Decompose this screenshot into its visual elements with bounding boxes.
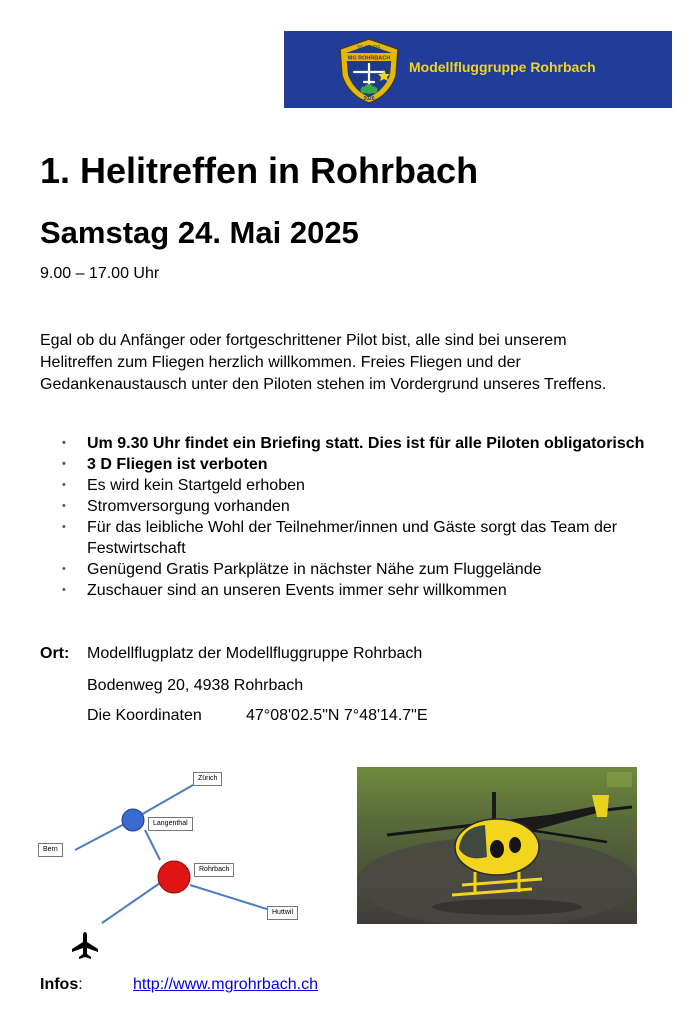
svg-text:50 JAHRE: 50 JAHRE [357, 45, 381, 51]
map-roads [30, 765, 320, 965]
map-label-bern: Bern [38, 843, 63, 857]
directions-map [30, 765, 320, 965]
list-item: • Es wird kein Startgeld erhoben [62, 475, 652, 496]
list-item: • 3 D Fliegen ist verboten [62, 454, 652, 475]
list-item: • Für das leibliche Wohl der Teilnehmer/innen und Gäste sorgt das Team der Festwirtschaft [62, 517, 652, 559]
langenthal-marker [122, 809, 144, 831]
coordinates-value: 47°08'02.5"N 7°48'14.7"E [246, 707, 428, 724]
event-time: 9.00 – 17.00 Uhr [40, 265, 160, 282]
airplane-icon [72, 932, 98, 959]
page-title: 1. Helitreffen in Rohrbach [40, 150, 479, 191]
website-link[interactable]: http://www.mgrohrbach.ch [133, 976, 318, 993]
list-item: • Genügend Gratis Parkplätze in nächster Nähe zum Fluggelände [62, 559, 652, 580]
list-item: • Zuschauer sind an unseren Events immer sehr willkommen [62, 580, 652, 601]
map-label-langenthal: Langenthal [148, 817, 193, 831]
intro-paragraph: Egal ob du Anfänger oder fortgeschrittener Pilot bist, alle sind bei unserem Helitreffen zum Fliegen herzlich willkommen. Freies Fliegen und der Gedankenaustausch unter den Piloten stehen im Vordergrund unseres Treffens. [40, 332, 607, 393]
helicopter-photo [357, 767, 637, 924]
location-address: Bodenweg 20, 4938 Rohrbach [87, 677, 304, 694]
event-date: Samstag 24. Mai 2025 [40, 215, 359, 250]
map-label-zurich: Zürich [193, 772, 222, 786]
svg-text:2020: 2020 [363, 96, 375, 102]
location-label: Ort: [40, 645, 70, 662]
location-place: Modellflugplatz der Modellfluggruppe Rohrbach [87, 645, 423, 662]
infos-label: Infos: [40, 976, 83, 993]
club-name: Modellfluggruppe Rohrbach [409, 59, 596, 75]
club-logo [334, 36, 404, 106]
list-item: • Um 9.30 Uhr findet ein Briefing statt. Dies ist für alle Piloten obligatorisch [62, 433, 652, 454]
map-label-huttwil: Huttwil [267, 906, 298, 920]
coordinates-label: Die Koordinaten [87, 707, 202, 724]
svg-text:MG ROHRBACH: MG ROHRBACH [347, 55, 391, 62]
event-points-list [62, 433, 652, 601]
rohrbach-marker [158, 861, 190, 893]
list-item: • Stromversorgung vorhanden [62, 496, 652, 517]
club-banner [284, 31, 672, 108]
map-label-rohrbach: Rohrbach [194, 863, 234, 877]
